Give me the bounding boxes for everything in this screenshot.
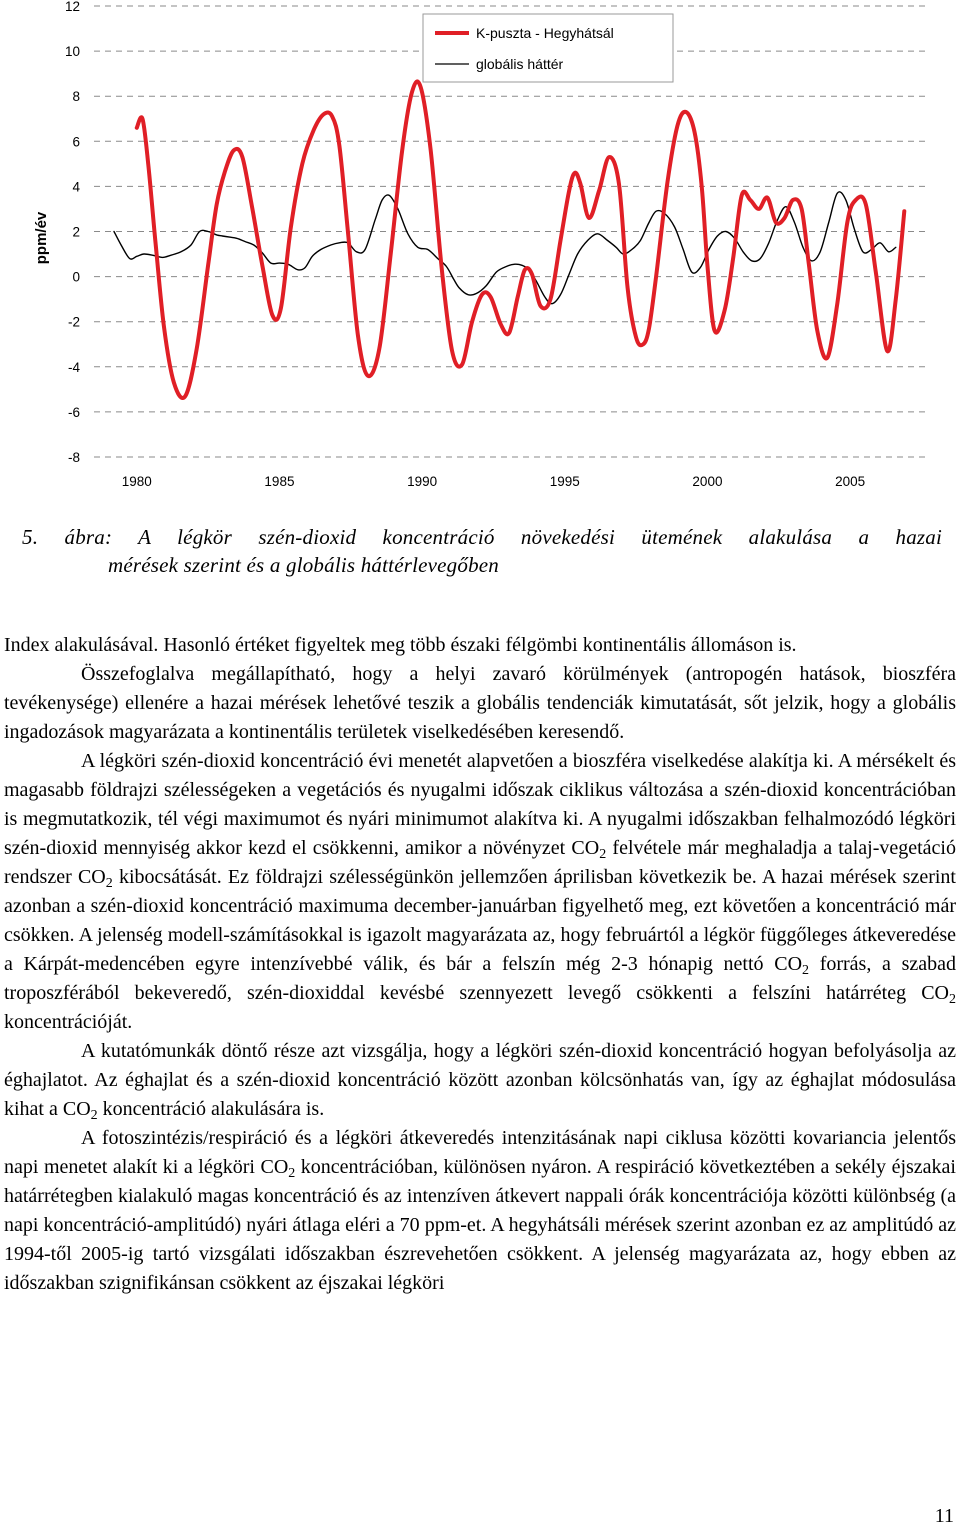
subscript: 2: [802, 963, 810, 978]
y-tick-label: 2: [72, 224, 80, 240]
y-tick-label: 8: [72, 89, 80, 105]
x-tick-label: 1990: [407, 474, 438, 489]
text-run: felvétele már meghaladja a talaj-vegetáció rendszer CO: [4, 837, 956, 888]
subscript: 2: [949, 992, 956, 1007]
y-tick-label: 6: [72, 134, 80, 150]
text-run: A kutatómunkák döntő része azt vizsgálja, hogy a légköri szén-dioxid koncentráció hogyan befolyásolja az éghajlatot. Az éghajlat és a szén-dioxid koncentráció között azonban kölcsönhatás van, így az éghajlat módosulása kihat a CO: [4, 1040, 956, 1120]
paragraph-3: [4, 747, 956, 1037]
caption-line-1: 5. ábra: A légkör szén-dioxid koncentráció növekedési ütemének alakulása a hazai: [22, 525, 942, 549]
legend-label-hazai: K-puszta - Hegyhátsál: [476, 25, 614, 41]
x-tick-label: 2005: [835, 474, 866, 489]
y-tick-label: 12: [64, 0, 80, 14]
y-axis: [65, 0, 81, 465]
caption-line-2: mérések szerint és a globális háttérlevegőben: [108, 553, 499, 577]
y-tick-label: 10: [64, 44, 80, 60]
y-axis-label: ppm/év: [33, 211, 50, 265]
chart-series: [114, 82, 904, 399]
subscript: 2: [288, 1166, 296, 1181]
y-tick-label: -4: [67, 359, 80, 375]
text-run: A fotoszintézis/respiráció és a légköri átkeveredés intenzitásának napi ciklusa közötti kovariancia jelentős napi menetet alakít ki a légköri CO: [4, 1127, 956, 1178]
text-run: kibocsátását. Ez földrajzi szélességünkön jellemzően áprilisban következik be. A hazai mérések szerint azonban a szén-dioxid koncentráció maximuma december-januárban figyelhető meg, ezt követően a koncentráció már csökken. A jelenség modell-számításokkal is igazolt magyarázata az, hogy februártól a légkör függőleges átkeveredése a Kárpát-medencében egyre intenzívebbé válik, és bár a felszín még 2-3 hónapig nettó CO: [4, 866, 956, 975]
x-tick-label: 1995: [549, 474, 580, 489]
paragraph-4: [4, 1037, 956, 1124]
text-run: koncentrációban, különösen nyáron. A respiráció következtében a sekély éjszakai határrétegben kialakuló magas koncentráció és az intenzíven átkevert nappali órák koncentrációja közötti különbség (a napi koncentráció-amplitúdó) nyári átlaga eléri a 70 ppm-et. A hegyhátsáli mérések szerint azonban ez az amplitúdó az 1994-től 2005-ig tartó vizsgálati időszakban észrevehetően csökkent. A jelenség magyarázata az, hogy ebben az időszakban szignifikánsan csökkent az éjszakai légköri: [4, 1156, 956, 1294]
legend-label-global: globális háttér: [476, 56, 564, 72]
text-run: koncentrációját.: [4, 1011, 133, 1033]
paragraph-5: [4, 1124, 956, 1298]
x-tick-label: 2000: [692, 474, 723, 489]
subscript: 2: [90, 1108, 98, 1123]
figure-caption: [22, 523, 942, 579]
series-line-hazai: [137, 82, 905, 399]
x-tick-label: 1985: [264, 474, 295, 489]
text-run: A légköri szén-dioxid koncentráció évi menetét alapvetően a bioszféra viselkedése alakítja ki. A mérsékelt és magasabb földrajzi szélességeken a vegetációs és nyugalmi időszak ciklikus változása a szén-dioxid koncentrációban is megmutatkozik, tél végi maximumot és nyári minimumot alakítva ki. A nyugalmi időszakban felhalmozódó légköri szén-dioxid mennyiség akkor kezd el csökkenni, amikor a növényzet CO: [4, 750, 956, 859]
paragraph-2: Összefoglalva megállapítható, hogy a helyi zavaró körülmények (antropogén hatások, bioszféra tevékenysége) ellenére a hazai mérések lehetővé teszik a globális tendenciák kimutatását, sőt jelzik, hogy a globális ingadozások magyarázata a kontinentális területek viselkedésében keresendő.: [4, 663, 956, 743]
y-tick-label: 0: [72, 269, 80, 285]
co2-growth-chart: [0, 0, 960, 500]
y-tick-label: -6: [67, 404, 80, 420]
body-text: [4, 631, 956, 1298]
page-number: 11: [934, 1505, 954, 1527]
y-tick-label: 4: [72, 179, 80, 195]
chart-legend: [423, 14, 673, 82]
x-axis: [122, 474, 865, 489]
y-tick-label: -2: [67, 314, 80, 330]
text-run: koncentráció alakulására is.: [97, 1098, 325, 1120]
subscript: 2: [105, 876, 113, 891]
text-run: forrás, a szabad troposzférából bekeveredő, szén-dioxiddal kevésbé szennyezett levegő csökkenti a felszíni határréteg CO: [4, 953, 956, 1004]
subscript: 2: [599, 847, 607, 862]
x-tick-label: 1980: [121, 474, 152, 489]
paragraph-1: Index alakulásával. Hasonló értéket figyeltek meg több északi félgömbi kontinentális állomáson is.: [4, 634, 797, 656]
series-line-global: [114, 192, 896, 304]
y-tick-label: -8: [67, 450, 80, 465]
